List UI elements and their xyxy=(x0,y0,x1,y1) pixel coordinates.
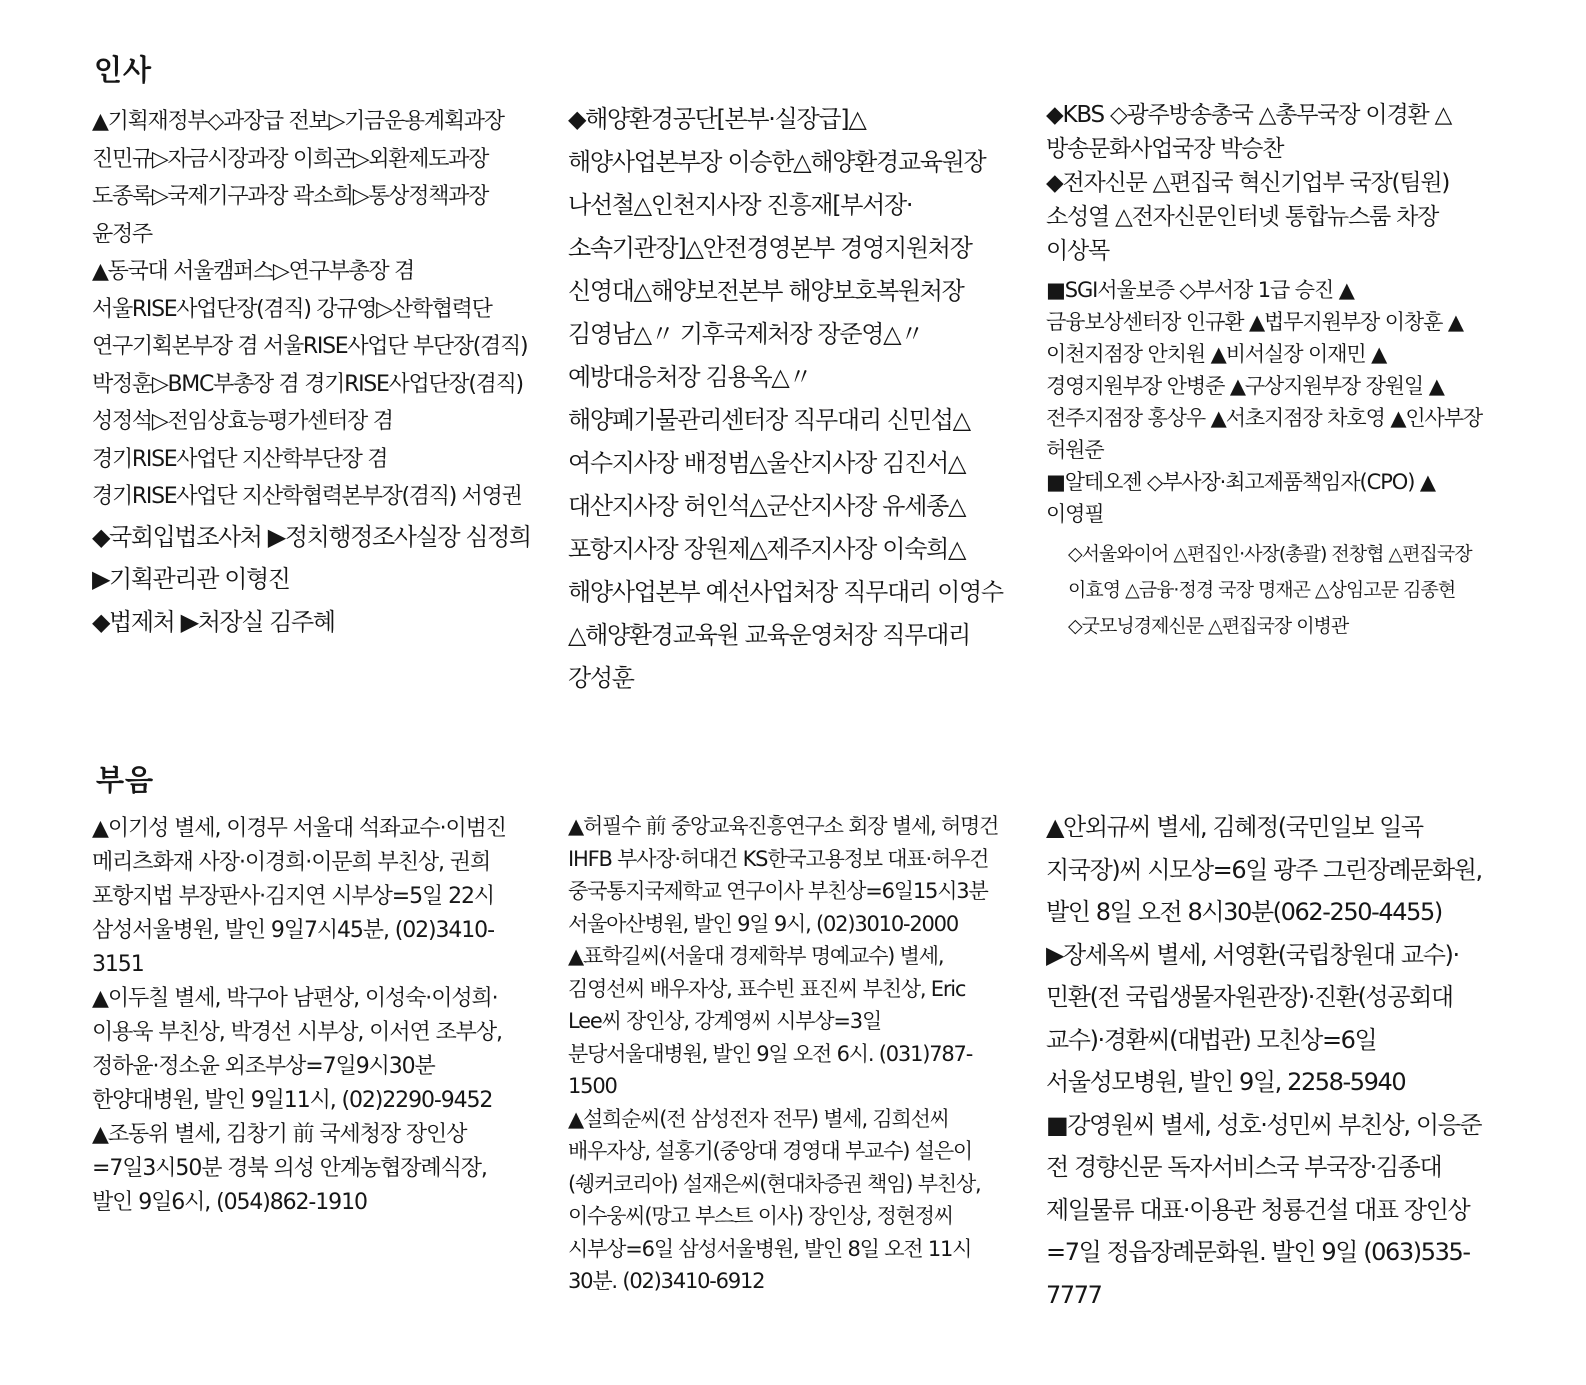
obituary-item: ▶장세옥씨 별세, 서영환(국립창원대 교수)·민환(전 국립생물자원관장)·진환(성공회대 교수)·경환씨(대법관) 모친상=6일 서울성모병원, 발인 9일, 2258-5940 xyxy=(1046,940,1459,1096)
insa-column-1 xyxy=(92,103,532,643)
insa-item: ◆전자신문 △편집국 혁신기업부 국장(팀원) 소성열 △전자신문인터넷 통합뉴스룸 차장 이상목 xyxy=(1046,170,1450,264)
obituary-item: ▲설희순씨(전 삼성전자 전무) 별세, 김희선씨 배우자상, 설홍기(중앙대 경영대 부교수) 설은이(쉥커코리아) 설재은씨(현대차증권 책임) 부친상, 이수웅씨(망고 부스트 이사) 장인상, 정현정씨 시부상=6일 삼성서울병원, 발인 8일 오전 11시 30분. (02)3410-6912 xyxy=(568,1106,981,1293)
bueum-column-1 xyxy=(92,812,532,1220)
insa-item: ◆해양환경공단[본부·실장급]△해양사업본부장 이승한△해양환경교육원장 나선철△인천지사장 진흥재[부서장·소속기관장]△안전경영본부 경영지원처장 신영대△해양보전본부 해양보호복원처장 김영남△〃 기후국제처장 장준영△〃 예방대응처장 김용옥△〃 해양폐기물관리센터장 직무대리 신민섭△여수지사장 배정범△울산지사장 김진서△대산지사장 허인석△군산지사장 유세종△포항지사장 장원제△제주지사장 이숙희△해양사업본부 예선사업처장 직무대리 이영수△해양환경교육원 교육운영처장 직무대리 강성훈 xyxy=(568,105,1003,692)
insa-item: ◆KBS ◇광주방송총국 △총무국장 이경환 △방송문화사업국장 박승찬 xyxy=(1046,102,1452,162)
insa-item: ◇굿모닝경제신문 △편집국장 이병관 xyxy=(1068,615,1349,637)
insa-item: ◇서울와이어 △편집인·사장(총괄) 전창협 △편집국장 이효영 △금융·정경 국장 명재곤 △상임고문 김종현 xyxy=(1068,543,1472,601)
obituary-item: ▲이기성 별세, 이경무 서울대 석좌교수·이범진 메리츠화재 사장·이경희·이문희 부친상, 권희 포항지법 부장판사·김지연 시부상=5일 22시 삼성서울병원, 발인 9일7시45분, (02)3410-3151 xyxy=(92,816,506,977)
obituary-item: ■강영원씨 별세, 성호·성민씨 부친상, 이응준 전 경향신문 독자서비스국 부국장·김종대 제일물류 대표·이용관 청룡건설 대표 장인상=7일 정읍장례문화원. 발인 9일 (063)535-7777 xyxy=(1046,1110,1482,1309)
section-title-insa: 인사 xyxy=(94,53,153,87)
insa-item: ◆법제처 ▶처장실 김주혜 xyxy=(92,607,335,636)
insa-item: ▲기획재정부◇과장급 전보▷기금운용계획과장 진민규▷자금시장과장 이희곤▷외환제도과장 도종록▷국제기구과장 곽소희▷통상정책과장 윤정주 xyxy=(92,109,504,247)
insa-item: ■알테오젠 ◇부사장·최고제품책임자(CPO) ▲이영필 xyxy=(1046,470,1435,526)
insa-item: ■SGI서울보증 ◇부서장 1급 승진 ▲금융보상센터장 인규환 ▲법무지원부장 이창훈 ▲이천지점장 안치원 ▲비서실장 이재민 ▲경영지원부장 안병준 ▲구상지원부장 장원일 ▲전주지점장 홍상우 ▲서초지점장 차호영 ▲인사부장 허원준 xyxy=(1046,278,1483,462)
insa-item: ▲동국대 서울캠퍼스▷연구부총장 겸 서울RISE사업단장(겸직) 강규영▷산학협력단 연구기획본부장 겸 서울RISE사업단 부단장(겸직) 박정훈▷BMC부총장 겸 경기RISE사업단장(겸직) 성정석▷전임상효능평가센터장 겸 경기RISE사업단 지산학부단장 겸 경기RISE사업단 지산학협력본부장(겸직) 서영권 xyxy=(92,259,528,509)
obituary-item: ▲이두칠 별세, 박구아 남편상, 이성숙·이성희·이용욱 부친상, 박경선 시부상, 이서연 조부상, 정하윤·정소윤 외조부상=7일9시30분 한양대병원, 발인 9일11시, (02)2290-9452 xyxy=(92,986,502,1113)
obituary-item: ▲안외규씨 별세, 김혜정(국민일보 일곡 지국장)씨 시모상=6일 광주 그린장례문화원, 발인 8일 오전 8시30분(062-250-4455) xyxy=(1046,813,1482,926)
obituary-item: ▲조동위 별세, 김창기 前 국세청장 장인상=7일3시50분 경북 의성 안계농협장례식장, 발인 9일6시, (054)862-1910 xyxy=(92,1122,487,1215)
section-title-bueum: 부음 xyxy=(96,763,155,797)
insa-item: ◆국회입법조사처 ▶정치행정조사실장 심정희 ▶기획관리관 이형진 xyxy=(92,522,531,593)
insa-column-3 xyxy=(1046,98,1486,644)
bueum-column-2 xyxy=(568,810,1008,1298)
obituary-item: ▲표학길씨(서울대 경제학부 명예교수) 별세, 김영선씨 배우자상, 표수빈 표진씨 부친상, Eric Lee씨 장인상, 강계영씨 시부상=3일 분당서울대병원, 발인 9일 오전 6시. (031)787-1500 xyxy=(568,944,973,1098)
obituary-item: ▲허필수 前 중앙교육진흥연구소 회장 별세, 허명건 IHFB 부사장·허대건 KS한국고용정보 대표·허우건 중국통지국제학교 연구이사 부친상=6일15시3분 서울아산병원, 발인 9일 9시, (02)3010-2000 xyxy=(568,814,999,936)
bueum-column-3 xyxy=(1046,806,1486,1316)
insa-column-2 xyxy=(568,98,1008,700)
